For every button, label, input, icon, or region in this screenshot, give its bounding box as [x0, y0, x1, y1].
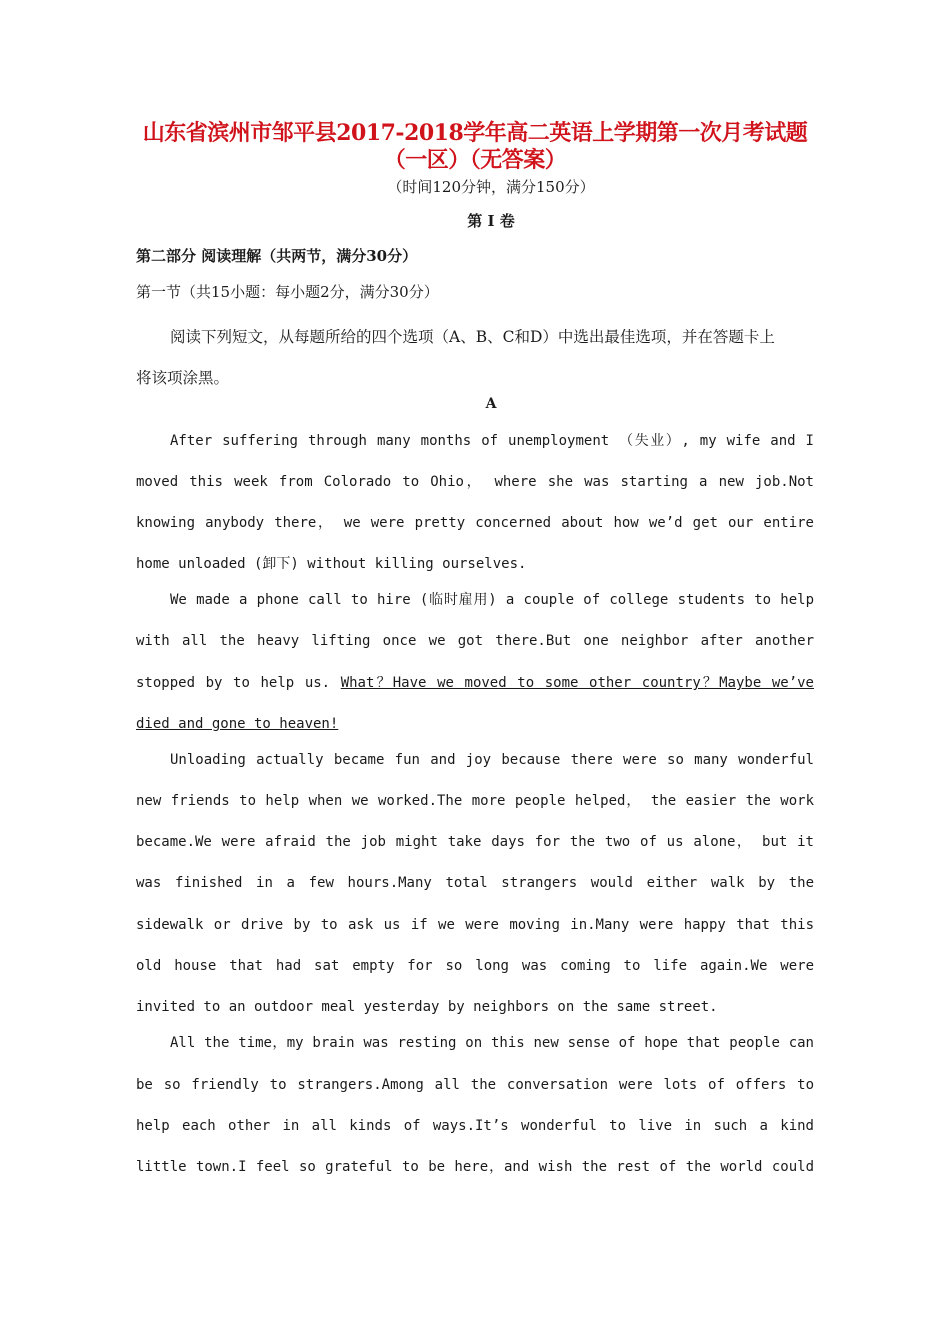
volume-heading: 第 I 卷: [467, 212, 515, 230]
document-title: [120, 120, 830, 174]
passage-line: [136, 714, 814, 734]
passage-line: All the time，my brain was resting on this new sense of hope that people can: [170, 1035, 814, 1051]
passage-line: home unloaded (卸下) without killing ourselves.: [136, 556, 527, 572]
passage-line: invited to an outdoor meal yesterday by neighbors on the same street.: [136, 999, 718, 1015]
passage-line: [136, 673, 814, 693]
passage-line: knowing anybody there， we were pretty concerned about how we’d get our entire: [136, 515, 814, 531]
title-line-1: 山东省滨州市邹平县2017-2018学年高二英语上学期第一次月考试题: [142, 120, 808, 146]
part-heading: 第二部分 阅读理解（共两节，满分30分）: [136, 247, 418, 265]
passage-line: was finished in a few hours.Many total strangers would either walk by the: [136, 875, 814, 891]
exam-time-note: （时间120分钟，满分150分）: [387, 178, 595, 196]
instructions: [136, 317, 816, 399]
instruction-line-2: 将该项涂黑。: [136, 369, 230, 387]
passage-label: A: [485, 396, 497, 412]
underlined-sentence: died and gone to heaven!: [136, 716, 339, 732]
section-heading: 第一节（共15小题：每小题2分，满分30分）: [136, 283, 439, 301]
passage-line: became.We were afraid the job might take days for the two of us alone， but it: [136, 834, 814, 850]
passage-line: with all the heavy lifting once we got there.But one neighbor after another: [136, 633, 814, 649]
passage-text: stopped by to help us.: [136, 675, 341, 691]
passage-line: moved this week from Colorado to Ohio， where she was starting a new job.Not: [136, 474, 814, 490]
underlined-sentence: What？Have we moved to some other country？Maybe we’ve: [340, 675, 814, 691]
passage-line: We made a phone call to hire (临时雇用) a couple of college students to help: [170, 592, 814, 608]
passage-line: After suffering through many months of unemployment （失业）, my wife and I: [170, 433, 814, 449]
passage-line: old house that had sat empty for so long was coming to life again.We were: [136, 958, 814, 974]
passage-line: little town.I feel so grateful to be here，and wish the rest of the world could: [136, 1159, 814, 1175]
passage-line: be so friendly to strangers.Among all the conversation were lots of offers to: [136, 1077, 814, 1093]
passage-line: sidewalk or drive by to ask us if we were moving in.Many were happy that this: [136, 917, 814, 933]
title-line-2: （一区）（无答案）: [383, 147, 567, 173]
instruction-line-1: 阅读下列短文，从每题所给的四个选项（A、B、C和D）中选出最佳选项，并在答题卡上: [170, 328, 775, 346]
passage-line: help each other in all kinds of ways.It’s wonderful to live in such a kind: [136, 1118, 814, 1134]
passage-line: new friends to help when we worked.The more people helped， the easier the work: [136, 793, 814, 809]
passage-line: Unloading actually became fun and joy because there were so many wonderful: [170, 752, 814, 768]
